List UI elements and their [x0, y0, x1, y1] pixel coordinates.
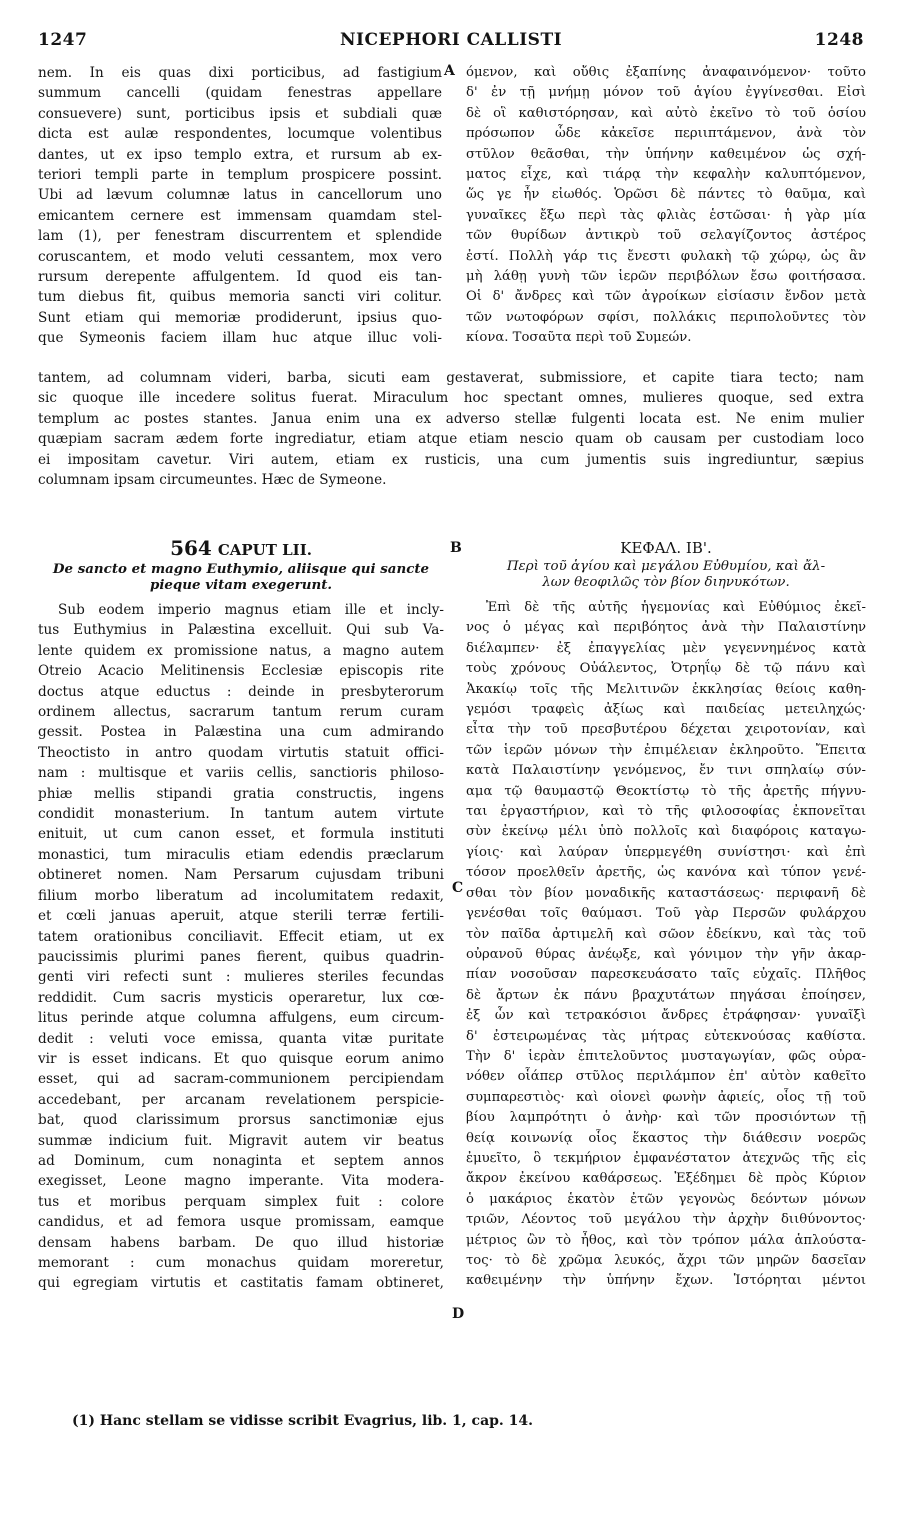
text-line: ei impositam cavetur. Viri autem, etiam ex rusticis, una cum jumentis suis ingrediuntur, sæpius [38, 451, 864, 468]
text-line: tantem, ad columnam videri, barba, sicuti eam gestaverat, submissiore, et capite tiara tecto; nam [38, 370, 864, 386]
text-line: summæ indicium fuit. Migravit autem vir beatus [38, 1132, 444, 1149]
latin-chapter-heading [38, 537, 444, 561]
text-line: nem. In eis quas dixi porticibus, ad fastigium [38, 65, 442, 81]
page-number-left: 1247 [38, 30, 88, 50]
text-line: τοὺς χρόνους Οὐάλεντος, Ὀτρηΐῳ δὲ τῷ πάνυ καὶ [466, 661, 866, 677]
text-line: dedit : veluti voce emissa, quanta vitæ puritate [38, 1030, 444, 1047]
greek-chapter-body [466, 598, 866, 1292]
subtitle-line: Περὶ τοῦ ἁγίου καὶ μεγάλου Εὐθυμίου, καὶ ἄλ- [506, 559, 826, 574]
text-line: dicta est aulæ respondentes, locumque volentibus [38, 126, 442, 143]
text-line: γυναῖκες ἔξω περὶ τὰς φλιὰς ἑστῶσαι· ἡ γὰρ μία [466, 207, 866, 223]
chapter-number: 564 [170, 536, 212, 560]
text-line: nam : multisque et variis cellis, sanctioris philoso- [38, 765, 444, 782]
text-line: doctus atque eductus : deinde in presbyterorum [38, 683, 444, 700]
text-line: πίαν νοσοῦσαν παρεσκευάσατο ταῖς εὐχαῖς. Πλῆθος [466, 967, 866, 983]
latin-chapter-body [38, 600, 444, 1294]
latin-chapter-title: CAPUT LII. [217, 541, 312, 559]
text-line: Τὴν δ' ἱερὰν ἐπιτελοῦντος μυσταγωγίαν, φῶς οὐρα- [466, 1048, 866, 1064]
text-line: consuevere) sunt, porticibus ipsis et subdiali quæ [38, 105, 442, 122]
text-line: templum ac postes stantes. Janua enim una ex adverso stellæ fulgenti locata est. Ne enim mulier [38, 410, 864, 427]
text-line: lam (1), per fenestram discurrentem et splendide [38, 228, 442, 245]
text-line: τὸν παῖδα ἀρτιμελῆ καὶ σῶον ἐδείκνυ, καὶ τὰς τοῦ [466, 926, 866, 942]
text-line: accedebant, per arcanam revelationem perspicie- [38, 1091, 444, 1108]
text-line: κατὰ Παλαιστίνην γενόμενος, ἔν τινι σπηλαίῳ σύν- [466, 763, 866, 779]
margin-letter-a: A [444, 63, 455, 79]
text-line: τόσον προελθεῖν ἀρετῆς, ὡς κανόνα καὶ τύπον γενέ- [466, 865, 866, 881]
text-line: emicantem cernere est immensam quamdam stel- [38, 207, 442, 224]
text-line: μὴ λάθῃ γυνὴ τῶν ἱερῶν περιβόλων ἔσω φοιτήσασα. [466, 269, 866, 285]
text-line: enituit, ut cum canon esset, et formula instituti [38, 826, 444, 843]
text-line: summum cancelli (quidam fenestras appellare [38, 85, 442, 102]
latin-chapter [38, 537, 444, 1294]
text-line: tatem orationibus conciliavit. Effecit etiam, ut ex [38, 928, 444, 945]
text-line: αμα τῷ θαυμαστῷ Θεοκτίστῳ τὸ τῆς ἀρετῆς πήγνυ- [466, 783, 866, 799]
text-line: candidus, et ad femora usque promissam, eamque [38, 1214, 444, 1231]
text-line: paucissimis plurimi panes fierent, quibus quadrin- [38, 948, 444, 965]
text-line: rursum derepente affulgentem. Id quod eis tan- [38, 269, 442, 286]
text-line: συμπαρεστιὸς· καὶ οἱονεὶ φωνὴν ἀφιείς, οἷος τῇ τοῦ [466, 1089, 866, 1105]
latin-column-top [38, 63, 442, 349]
text-line: phiæ mellis stipandi gratia constructis, ingens [38, 785, 444, 802]
text-line: tus et moribus perquam simplex fuit : colore [38, 1193, 444, 1210]
latin-full-width-text [38, 368, 864, 490]
text-line: gessit. Postea in Palæstina una cum admirando [38, 724, 444, 741]
text-line: δ' ἐν τῇ μνήμῃ μόνον τοῦ ἁγίου ἐγγίνεσθαι. Εἰσὶ [466, 85, 866, 101]
greek-column-top [466, 63, 866, 349]
text-line: teriori templi parte in templum prospicere possint. [38, 167, 442, 184]
text-line: τῶν νωτοφόρων σφίσι, πολλάκις περιπολοῦντες τὸν [466, 309, 866, 325]
text-line: condidit monasterium. In tantum autem virtute [38, 806, 444, 823]
text-line: filium morbo liberatum ad incolumitatem redaxit, [38, 887, 444, 904]
text-line: κίονα. Τοσαῦτα περὶ τοῦ Συμεών. [466, 330, 692, 346]
text-line: δὲ οἳ καθιστόρησαν, καὶ αὐτὸ ἐκεῖνο τὸ τοῦ ὁσίου [466, 105, 866, 121]
text-line: ad Dominum, cum nonaginta et septem annos [38, 1152, 444, 1169]
margin-letter-d: D [452, 1306, 465, 1322]
text-line: ἐξ ὧν καὶ τετρακόσιοι ἄνδρες ἐτράφησαν· γυναῖξὶ [466, 1008, 866, 1024]
text-line: ματος εἶχε, καὶ τιάρᾳ τὴν κεφαλὴν καλυπτόμενον, [466, 167, 866, 183]
margin-letter-b: B [450, 540, 462, 556]
text-line: στῦλον θεᾶσθαι, τὴν ὑπήνην καθειμένον ὡς σχή- [466, 146, 866, 162]
text-line: ἄκρον ἐκείνου καθάρσεως. Ἐξέδημει δὲ πρὸς Κύριον [466, 1171, 866, 1187]
text-line: reddidit. Cum sacris mysticis operaretur, lux cœ- [38, 989, 444, 1006]
text-line: coruscantem, et modo veluti cessantem, mox vero [38, 248, 442, 265]
text-line: quæpiam sacram ædem forte ingrediatur, etiam atque etiam nescio quam ob causam per custodiam loco [38, 431, 864, 448]
text-line: ὁ μακάριος ἑκατὸν ἐτῶν γεγονὼς δεόντων μόνων [466, 1191, 866, 1207]
text-line: et cœli januas aperuit, atque sterili terræ fertili- [38, 908, 444, 925]
text-line: sic quoque ille incedere solitus fuerat. Miraculum hoc spectant omnes, mulieres quoque, sed extra [38, 390, 864, 407]
text-line: memorant : cum monachus quidam moreretur, [38, 1255, 444, 1271]
subtitle-line: λων θεοφιλῶς τὸν βίον διηνυκότων. [542, 575, 790, 590]
text-line: ἐστί. Πολλὴ γάρ τις ἔνεστι φυλακὴ τῷ χώρῳ, ὡς ἂν [466, 248, 866, 264]
text-line: γενέσθαι τοῖς θαύμασι. Τοῦ γὰρ Περσῶν φυλάρχου [466, 906, 866, 922]
greek-chapter [466, 537, 866, 1292]
text-line: νος ὁ μέγας καὶ περιβόητος ἀνὰ τὴν Παλαιστίνην [466, 620, 866, 636]
text-line: ἐμυεῖτο, ὃ τεκμήριον ἐμφανέστατον ἀτεχνῶς τῆς εἰς [466, 1150, 866, 1166]
text-line: litus perinde atque columna affulgens, eum circum- [38, 1010, 444, 1027]
text-line: tum diebus fit, quibus memoria sancti viri colitur. [38, 289, 442, 306]
text-line: monastici, tum miraculis etiam edendis præclarum [38, 846, 444, 863]
text-line: Sunt etiam qui memoriæ prodiderunt, ipsius quo- [38, 309, 442, 326]
text-line: βίου λαμπρότητι ὁ ἀνὴρ· καὶ τῶν προσιόντων τῇ [466, 1110, 866, 1126]
text-line: δὲ ἄρτων ἐκ πάνυ βραχυτάτων πηγάσαι ἐποίησεν, [466, 987, 866, 1003]
text-line: vir is esset indicans. Et quo quisque eorum animo [38, 1050, 444, 1067]
text-line: que Symeonis faciem illam huc atque illuc voli- [38, 330, 442, 347]
text-line: Otreio Acacio Melitinensis Ecclesiæ episcopis rite [38, 663, 444, 680]
text-line: qui egregiam virtutis et castitatis famam obtineret, [38, 1275, 444, 1292]
text-line: μέτριος ὢν τὸ ἦθος, καὶ τὸν τρόπον μάλα ἁπλούστα- [466, 1232, 866, 1248]
text-line: lente quidem ex promissione natus, a magno autem [38, 642, 444, 659]
text-line: γεμόσι τραφεὶς ἀξίως καὶ παιδείας μετειληχώς· [466, 702, 866, 718]
text-line: τῶν ἱερῶν μόνων τὴν ἐπιμέλειαν ἐκληροῦτο. Ἔπειτα [466, 742, 866, 758]
text-line: bat, quod clarissimum prorsus sanctimoniæ ejus [38, 1112, 444, 1129]
text-line: θείᾳ κοινωνίᾳ οἷος ἕκαστος τὴν διάθεσιν νοερῶς [466, 1130, 866, 1146]
greek-chapter-title: ΚΕΦΑΛ. ΙΒ'. [620, 539, 712, 557]
text-line: tus Euthymius in Palæstina excelluit. Qui sub Va- [38, 622, 444, 639]
text-line: δ' ἐστειρωμένας τὰς μήτρας εὐτεκνούσας καθίστα. [466, 1028, 866, 1044]
text-line: densam habens barbam. De quo illud historiæ [38, 1234, 444, 1251]
text-line: διέλαμπεν· ἐξ ἐπαγγελίας μὲν γεγεννημένος κατὰ [466, 640, 866, 656]
text-line: σὺν ἐκείνῳ μέλι ὑπὸ πολλοῖς καὶ διαφόροις καταγω- [466, 824, 866, 840]
text-line: genti viri refecti sunt : mulieres steriles fecundas [38, 969, 444, 986]
text-line: καθειμένην τὴν ὑπήνην ἔχων. Ἱστόρηται μέντοι [466, 1273, 866, 1289]
text-line: obtineret nomen. Nam Persarum cujusdam tribuni [38, 867, 444, 884]
text-line: Sub eodem imperio magnus etiam ille et incly- [58, 602, 444, 618]
text-line: Ἐπὶ δὲ τῆς αὐτῆς ἡγεμονίας καὶ Εὐθύμιος ἐκεῖ- [486, 600, 866, 615]
text-line: τῶν θυρίδων ἀντικρὺ τοῦ σελαγίζοντος ἀστέρος [466, 228, 866, 244]
subtitle-line: De sancto et magno Euthymio, aliisque qui sancte [52, 561, 430, 577]
page-number-right: 1248 [814, 30, 864, 50]
text-line: πρόσωπον ὧδε κἀκεῖσε περιιπτάμενον, ἀνὰ τὸν [466, 126, 866, 142]
text-line: όμενον, καὶ οὔθις ἐξαπίνης ἀναφαινόμενον· τοῦτο [466, 65, 866, 80]
text-line: ὥς γε ἦν εἰωθός. Ὁρῶσι δὲ πάντες τὸ θαῦμα, καὶ [466, 187, 866, 203]
page-header [38, 30, 864, 56]
text-line: ται ἐργαστήριον, καὶ τὸ τῆς φιλοσοφίας ἐκπονεῖται [466, 804, 866, 820]
text-line: Ἀκακίῳ τοῖς τῆς Μελιτινῶν ἐκκλησίας θείοις καθη- [466, 681, 866, 697]
text-line: exegisset, Leone magno imperante. Vita modera- [38, 1173, 444, 1190]
text-line: οὐρανοῦ θύρας ἀνέῳξε, καὶ γόνιμον τὴν γῆν ἀκαρ- [466, 946, 866, 962]
greek-chapter-subtitle [466, 559, 866, 591]
text-line: τριῶν, Λέοντος τοῦ μεγάλου τὴν ἀρχὴν διιθύνοντος· [466, 1212, 866, 1228]
subtitle-line: pieque vitam exegerunt. [149, 577, 333, 593]
text-line: esset, qui ad sacram-communionem percipiendam [38, 1071, 444, 1088]
text-line: Theoctisto in antro quodam virtutis statuit offici- [38, 744, 444, 761]
text-line: σθαι τὸν βίον μοναδικῆς καταστάσεως· περιφανῆ δὲ [466, 885, 866, 901]
text-line: dantes, ut ex ipso templo extra, et rursum ab ex- [38, 146, 442, 163]
text-line: τος· τὸ δὲ χρῶμα λευκός, ἄχρι τῶν μηρῶν δασεῖαν [466, 1253, 866, 1268]
text-line: columnam ipsam circumeuntes. Hæc de Symeone. [38, 472, 387, 489]
text-line: Οἱ δ' ἄνδρες καὶ τῶν ἀγροίκων εἰσίασιν ἔνδον μετὰ [466, 289, 866, 305]
margin-letter-c: C [452, 880, 464, 896]
latin-chapter-subtitle [38, 561, 444, 593]
text-line: εἶτα τὴν τοῦ πρεσβυτέρου δέχεται χειροτονίαν, καὶ [466, 722, 866, 738]
text-line: Ubi ad lævum columnæ latus in cancellorum uno [38, 187, 442, 204]
running-title: NICEPHORI CALLISTI [339, 30, 563, 50]
text-line: νόθεν οἷάπερ στῦλος περιλάμπον ἐπ' αὐτὸν καθεῖτο [466, 1069, 866, 1085]
footnote: (1) Hanc stellam se vidisse scribit Evagrius, lib. 1, cap. 14. [72, 1413, 534, 1429]
text-line: ordinem allectus, sacrarum tantum rerum curam [38, 704, 444, 721]
text-line: γίοις· καὶ λαύραν ὑπερμεγέθη συνίστησι· καὶ ἐπὶ [466, 844, 866, 860]
